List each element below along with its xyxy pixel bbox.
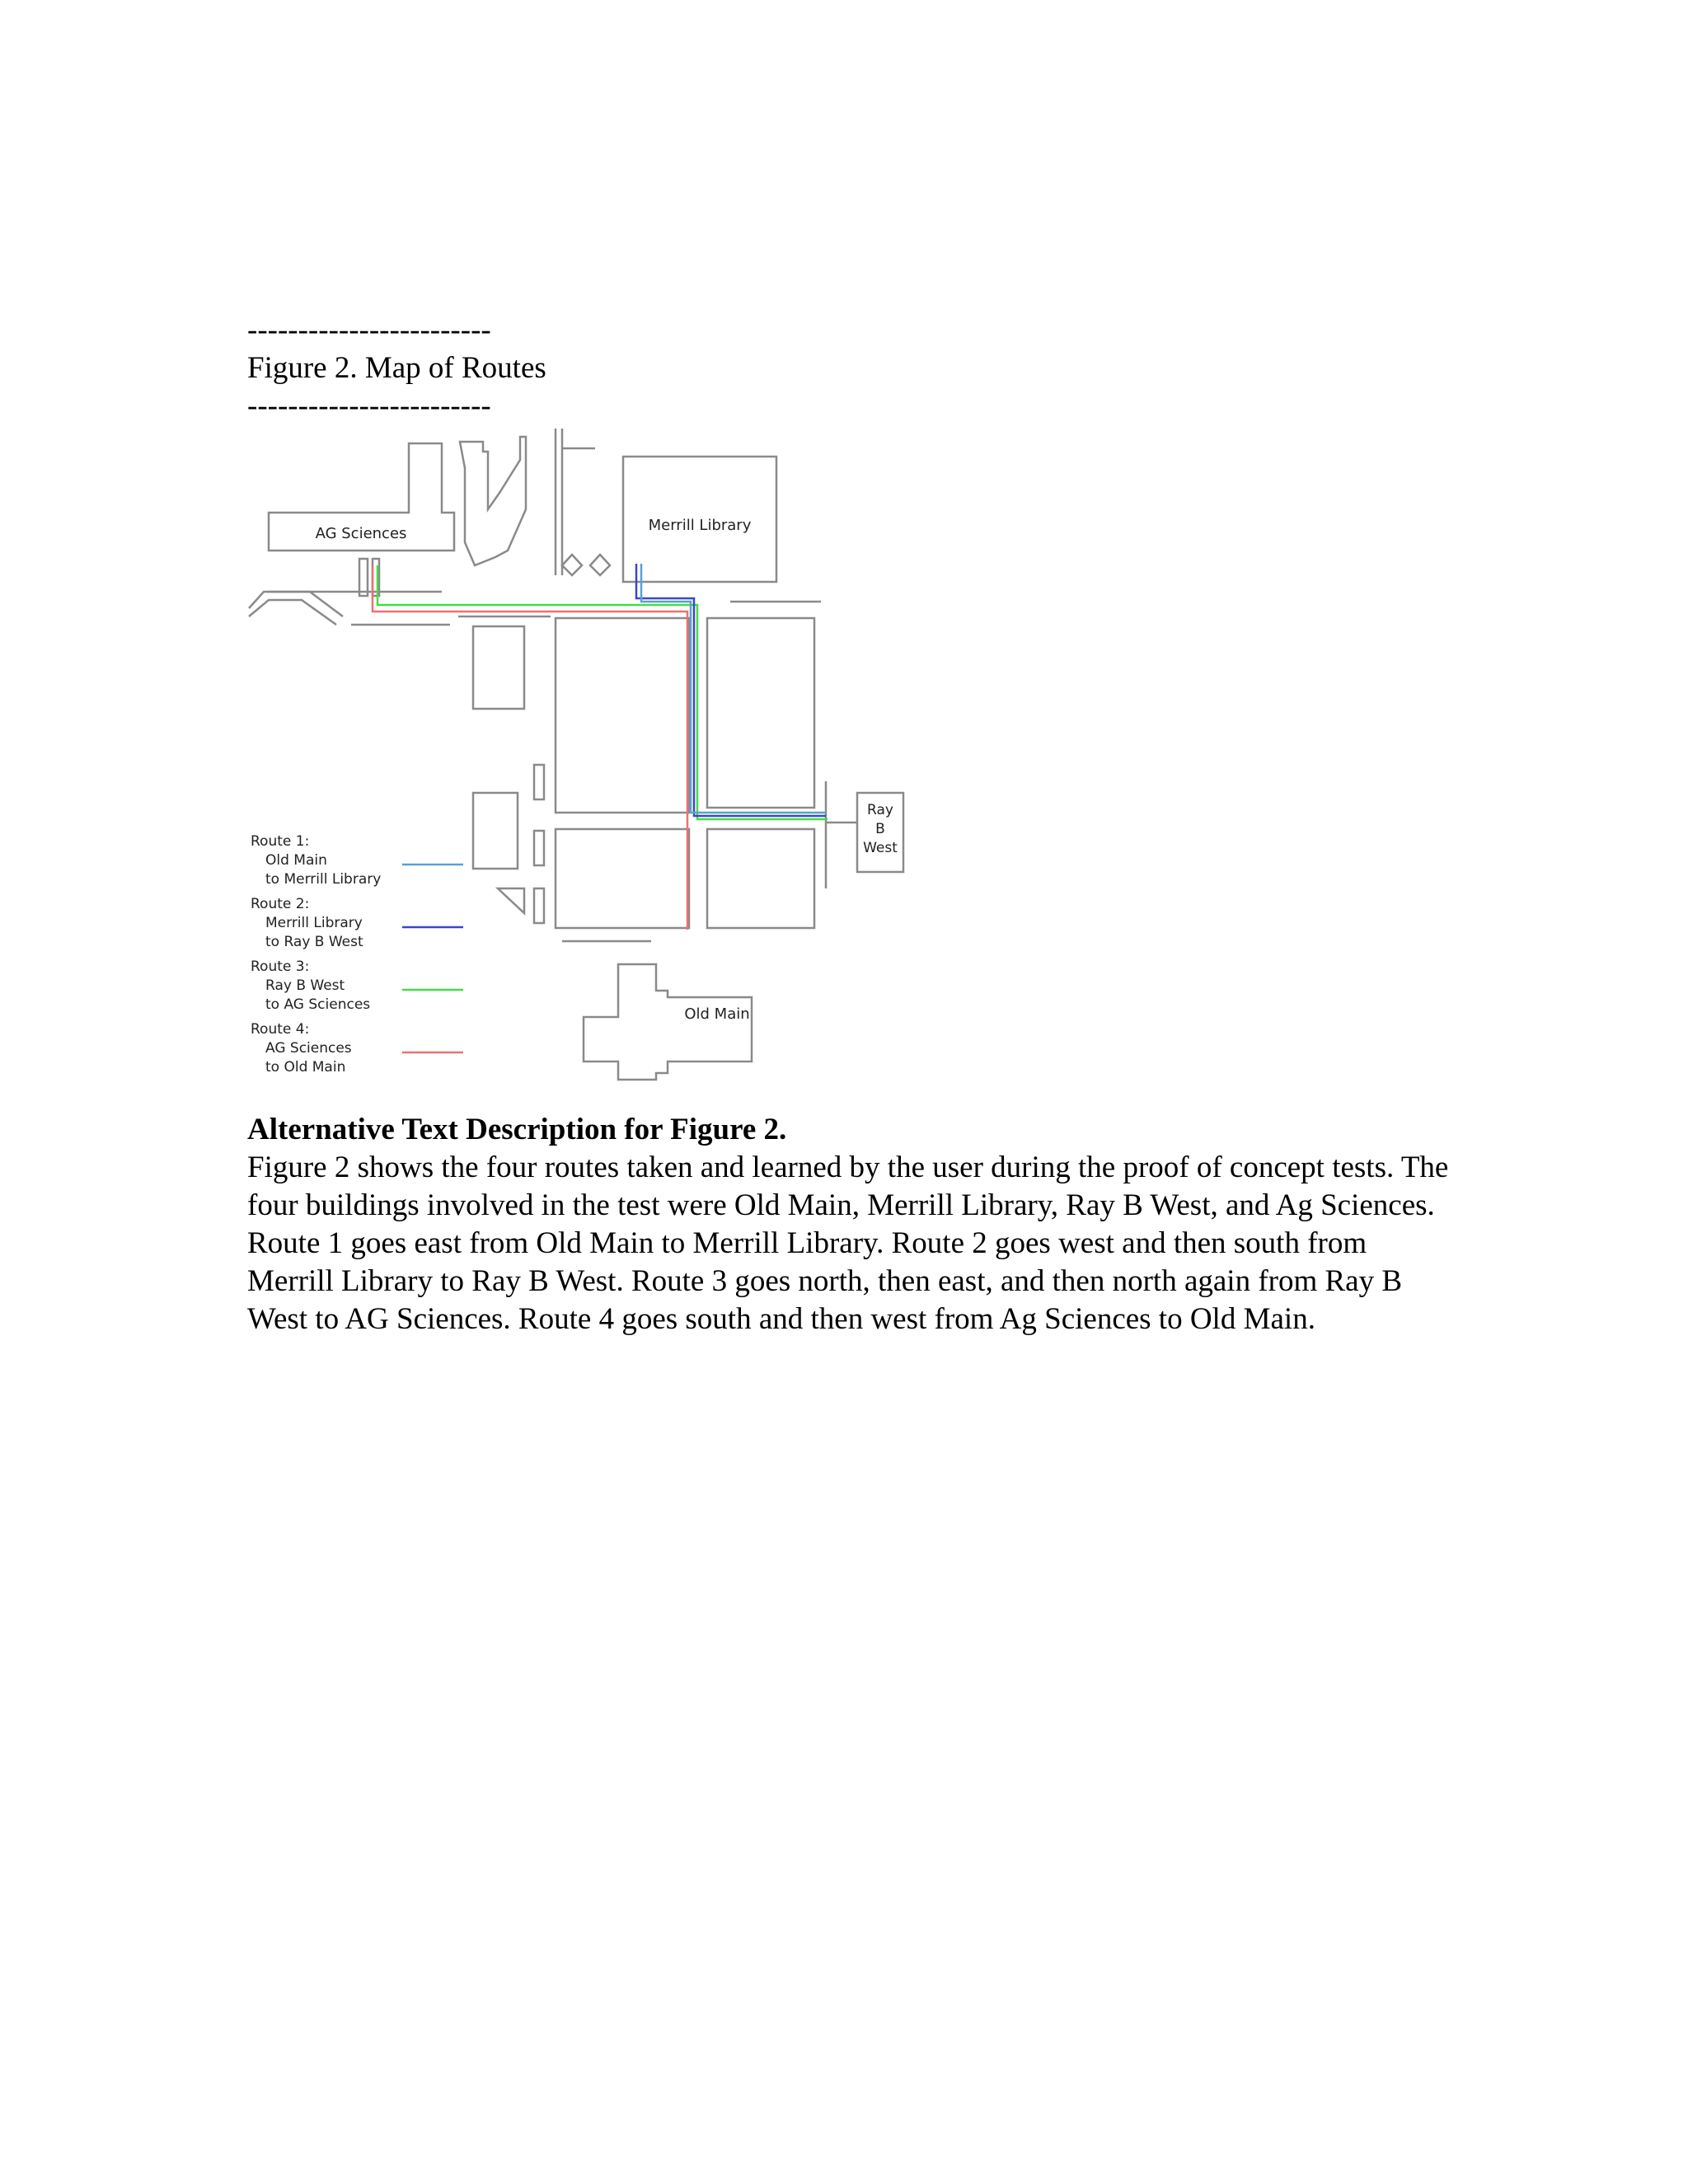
legend-route-3 [251,958,463,1013]
block-east-upper [707,618,814,808]
alt-text-section [247,1111,1451,1338]
label-merrill-library: Merrill Library [648,517,752,534]
legend-route-3-line1: Ray B West [265,977,345,994]
legend-route-1-title: Route 1: [251,833,310,850]
plaza-merrill-2 [590,555,610,575]
route-map [244,419,912,1086]
alt-text-title: Alternative Text Description for Figure 2. [247,1113,787,1146]
map-legend [251,833,463,1076]
legend-route-4-line2: to Old Main [265,1059,346,1076]
building-west-strip-2 [534,831,544,865]
plaza-merrill-1 [562,555,582,575]
block-central-large [556,618,689,813]
figure-caption-block [247,312,546,425]
legend-route-2-line2: to Ray B West [265,934,363,950]
legend-route-2-title: Route 2: [251,896,310,912]
building-west-strip-3 [534,888,544,923]
legend-route-4 [251,1021,463,1076]
legend-route-4-title: Route 4: [251,1021,310,1038]
route-map-svg [244,419,912,1086]
alt-text-body: Figure 2 shows the four routes taken and learned by the user during the proof of concept tests. The four buildings involved in the test were Old Main, Merrill Library, Ray B West, and Ag Sciences. Route 1 goes east from Old Main to Merrill Library. Route 2 goes west and then south from Merrill Library to Ray B West. Route 3 goes north, then east, and then north again from Ray B West to AG Sciences. Route 4 goes south and then west from Ag Sciences to Old Main. [247,1151,1449,1336]
label-ag-sciences: AG Sciences [315,525,407,542]
label-ray-b: B [875,821,885,837]
block-east-lower [707,829,814,928]
route-3-line [377,565,828,819]
legend-route-1-line2: to Merrill Library [265,871,382,888]
legend-route-2 [251,896,463,950]
legend-route-2-line1: Merrill Library [265,915,363,931]
block-central-north [460,437,526,565]
legend-route-4-line1: AG Sciences [265,1040,352,1057]
legend-route-3-line2: to AG Sciences [265,996,371,1013]
wedge-west [498,888,524,913]
building-west-strip-1 [534,765,544,799]
building-ag-annex [359,559,368,596]
label-ray: Ray [867,802,893,818]
divider-bottom: ------------------------ [247,389,491,423]
building-center-left [473,626,524,709]
block-central-lower [556,829,689,928]
legend-route-3-title: Route 3: [251,958,310,975]
divider-top: ------------------------ [247,313,491,347]
legend-route-1 [251,833,463,888]
label-old-main: Old Main [684,1005,750,1023]
path-far-left-2 [249,600,336,625]
building-west-middle [473,793,518,869]
figure-caption: Figure 2. Map of Routes [247,351,546,385]
route-4-line [373,565,687,930]
legend-route-1-line1: Old Main [265,852,327,869]
label-ray-west: West [863,840,898,856]
